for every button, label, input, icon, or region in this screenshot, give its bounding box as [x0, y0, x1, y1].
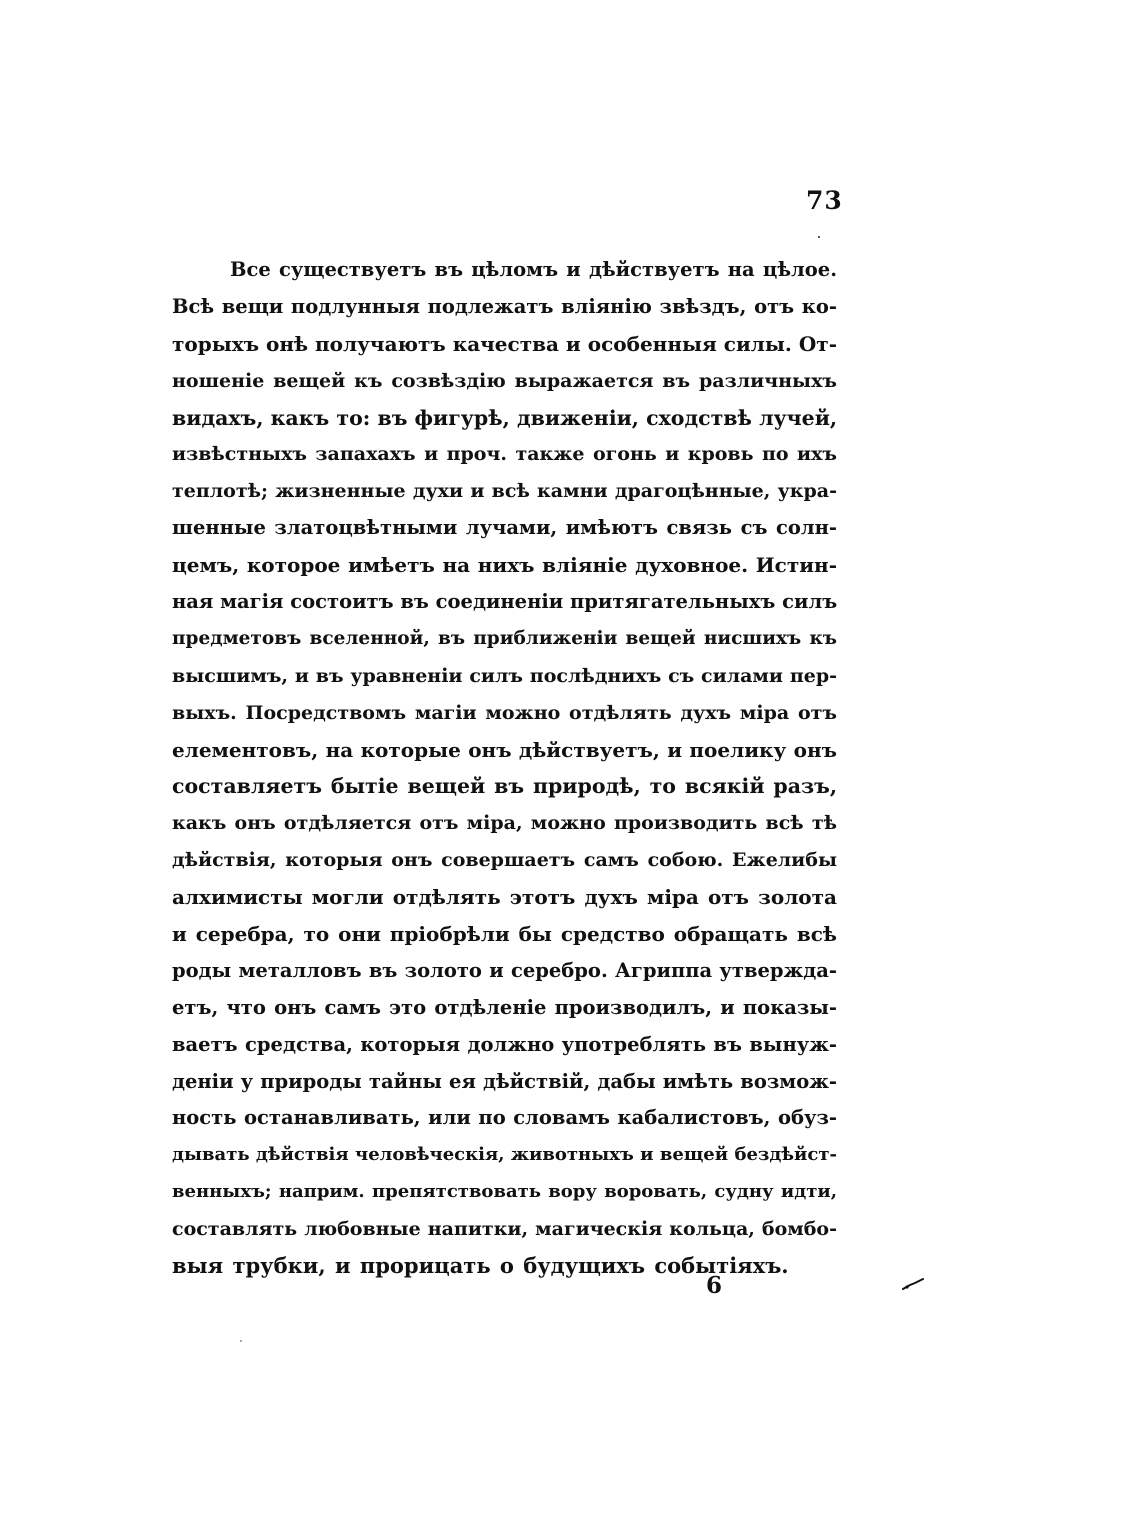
- text-line: Все существуетъ въ цѣломъ и дѣйствуетъ на цѣлое.: [230, 258, 837, 281]
- text-line: ность останавливать, или по словамъ кабалистовъ, обуз-: [172, 1106, 837, 1130]
- page-number: 73: [806, 186, 843, 215]
- text-line: и серебра, то они прiобрѣли бы средство обращать всѣ: [172, 922, 837, 947]
- text-line: дѣйствiя, которыя онъ совершаетъ самъ собою. Ежелибы: [172, 849, 837, 872]
- text-line: высшимъ, и въ уравненiи силъ послѣднихъ съ силами пер-: [172, 664, 837, 687]
- text-line: выхъ. Посредствомъ магiи можно отдѣлять духъ мiра отъ: [172, 701, 837, 724]
- text-line: елементовъ, на которые онъ дѣйствуетъ, и поелику онъ: [172, 737, 837, 762]
- text-line: роды металловъ въ золото и серебро. Агриппа утвержда-: [172, 958, 837, 982]
- text-line: выя трубки, и прорицать о будущихъ событiяхъ.: [172, 1253, 789, 1279]
- ink-mark-icon: [902, 1278, 924, 1290]
- text-line: ваетъ средства, которыя должно употреблять въ вынуж-: [172, 1032, 837, 1056]
- text-line: венныхъ; наприм. препятствовать вору воровать, судну идти,: [172, 1181, 837, 1203]
- text-line: ная магiя состоитъ въ соединенiи притягательныхъ силъ: [172, 590, 838, 614]
- text-line: алхимисты могли отдѣлять этотъ духъ мiра отъ золота: [172, 885, 837, 910]
- text-line: шенные златоцвѣтными лучами, имѣютъ связь съ солн-: [172, 516, 837, 540]
- body-text: [172, 252, 837, 1285]
- text-line: извѣстныхъ запахахъ и проч. также огонь и кровь по ихъ: [172, 443, 837, 466]
- text-line: дывать дѣйствiя человѣческiя, животныхъ и вещей бездѣйст-: [172, 1144, 837, 1166]
- text-line: какъ онъ отдѣляется отъ мiра, можно производить всѣ тѣ: [172, 812, 837, 835]
- text-line: етъ, что онъ самъ это отдѣленiе производилъ, и показы-: [172, 995, 837, 1019]
- signature-mark: 6: [706, 1272, 723, 1299]
- text-line: денiи у природы тайны ея дѣйствiй, дабы имѣть возмож-: [172, 1069, 837, 1093]
- text-line: предметовъ вселенной, въ приближенiи вещей нисшихъ къ: [172, 627, 837, 649]
- text-line: видахъ, какъ то: въ фигурѣ, движенiи, сходствѣ лучей,: [172, 405, 838, 430]
- scan-speck: [240, 1340, 242, 1342]
- text-line: торыхъ онѣ получаютъ качества и особенныя силы. От-: [172, 331, 837, 356]
- text-line: составлять любовные напитки, магическiя кольца, бомбо-: [172, 1218, 837, 1241]
- text-line: ношенiе вещей къ созвѣздiю выражается въ различныхъ: [172, 369, 837, 392]
- text-line: теплотѣ; жизненные духи и всѣ камни драгоцѣнные, укра-: [172, 480, 837, 503]
- text-line: составляетъ бытiе вещей въ природѣ, то всякiй разъ,: [172, 774, 837, 799]
- text-line: Всѣ вещи подлунныя подлежатъ влiянiю звѣздъ, отъ ко-: [172, 294, 837, 318]
- text-line: цемъ, которое имѣетъ на нихъ влiянiе духовное. Истин-: [172, 553, 837, 578]
- scan-speck: [818, 236, 820, 238]
